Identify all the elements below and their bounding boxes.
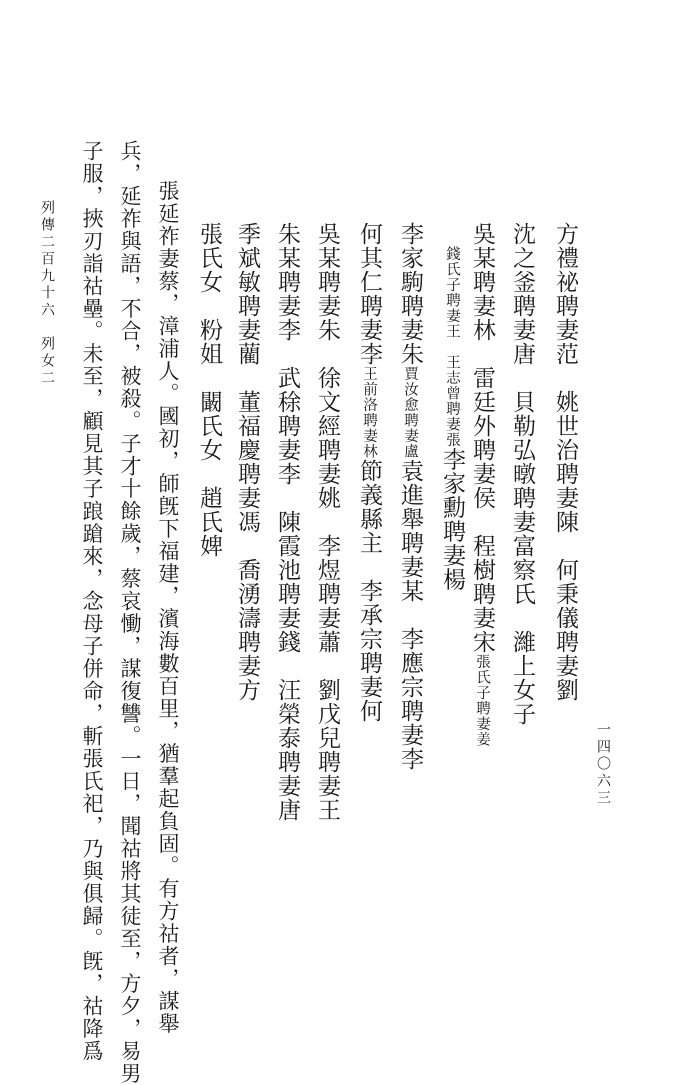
name-list-column-3: 吳某聘妻林 雷廷外聘妻侯 程樹聘妻宋張氏子聘妻姜 <box>469 222 495 747</box>
name-list-column-1: 方禮祕聘妻范 姚世治聘妻陳 何秉儀聘妻劉 <box>552 222 578 702</box>
note-small-3: 張氏子聘妻姜 <box>474 654 490 747</box>
name-list-column-7: 吳某聘妻朱 徐文經聘妻姚 李煜聘妻蕭 劉戊兒聘妻王 <box>314 222 340 822</box>
note-col4-tail: 李家勳聘妻楊 <box>439 447 465 592</box>
running-title: 列傳二百九十六 列女二 <box>39 200 55 387</box>
page-number: 一四〇六三 <box>595 722 611 807</box>
note-small-5: 賈汝愈聘妻盧 <box>402 366 418 459</box>
name-list-column-4-small: 錢氏子聘妻王 王志曾聘妻張李家勳聘妻楊 <box>439 246 465 592</box>
name-list-column-5: 李家駒聘妻朱賈汝愈聘妻盧袁進舉聘妻某 李應宗聘妻李 <box>397 222 423 771</box>
name-list-column-8: 朱某聘妻李 武稌聘妻李 陳霞池聘妻錢 汪榮泰聘妻唐 <box>274 222 300 822</box>
name-list-column-9: 季斌敏聘妻藺 董福慶聘妻馮 喬湧濤聘妻方 <box>234 222 260 702</box>
name-list-column-10: 張氏女 粉姐 闞氏女 趙氏婢 <box>196 222 222 558</box>
biography-line-2: 兵，延祚與語，不合，被殺。子才十餘歲，蔡哀慟，謀復讐。一日，聞祜將其徒至，方夕，易男 <box>118 140 142 1085</box>
name-list-column-2: 沈之釜聘妻唐 貝勒弘暾聘妻富察氏 濰上女子 <box>509 222 535 726</box>
biography-line-1: 張延祚妻蔡，漳浦人。國初，師旣下福建，濱海數百里，猶羣起負固。有方祜者，謀舉 <box>156 180 180 1035</box>
biography-line-3: 子服，挾刃詣祜壘。未至，顧見其子踉蹌來，念母子併命，斬張氏祀，乃與俱歸。旣，祜降爲 <box>80 140 104 1063</box>
name-list-column-6: 何其仁聘妻李王前洛聘妻林節義縣主 李承宗聘妻何 <box>356 222 382 723</box>
note-small-6: 王前洛聘妻林 <box>361 366 377 459</box>
